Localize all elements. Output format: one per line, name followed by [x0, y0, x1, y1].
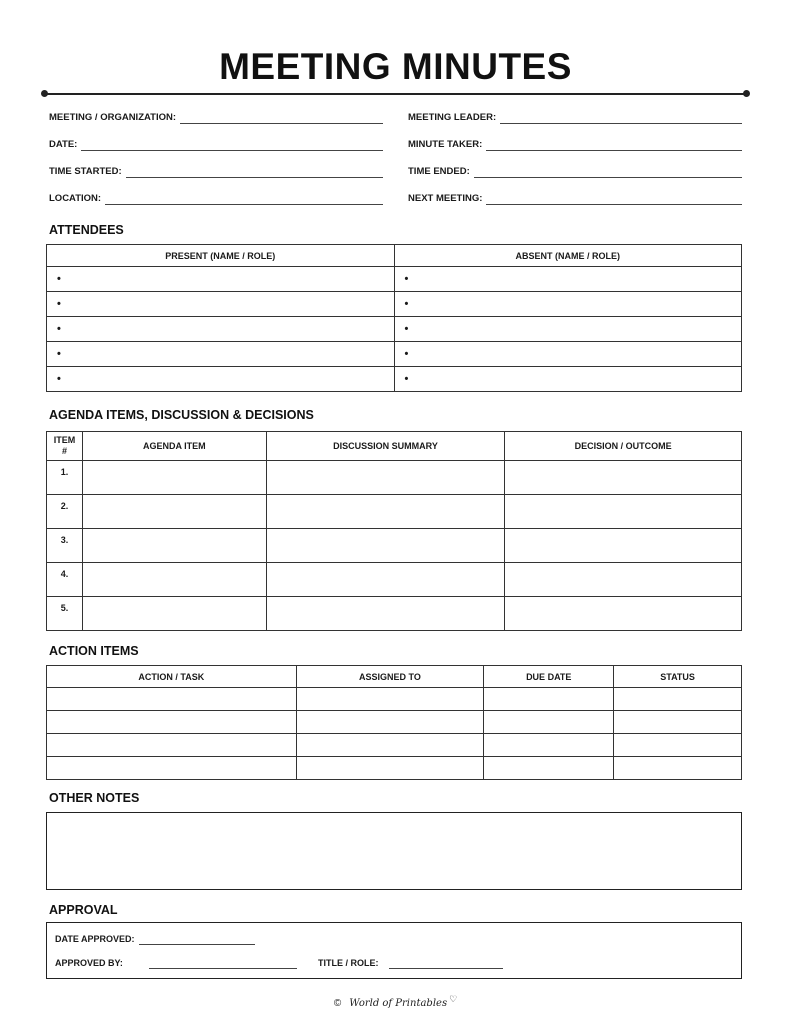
- agenda-title: AGENDA ITEMS, DISCUSSION & DECISIONS: [49, 408, 314, 422]
- field-label: DATE:: [49, 139, 78, 150]
- absent-header: ABSENT (NAME / ROLE): [394, 245, 742, 267]
- decision-cell[interactable]: [505, 529, 742, 563]
- heart-icon: ♡: [449, 994, 458, 1004]
- divider-dot-left: [41, 90, 48, 97]
- action-items-table: [46, 665, 742, 780]
- table-row: [47, 267, 742, 292]
- status-cell[interactable]: [614, 711, 742, 734]
- field-line[interactable]: [180, 113, 383, 124]
- absent-cell[interactable]: •: [394, 317, 742, 342]
- title-role-field[interactable]: [318, 955, 503, 969]
- field-line[interactable]: [486, 194, 742, 205]
- agenda-item-cell[interactable]: [82, 461, 266, 495]
- field-line[interactable]: [474, 167, 742, 178]
- status-cell[interactable]: [614, 757, 742, 780]
- footer: [0, 994, 791, 1009]
- next-meeting-field[interactable]: [408, 189, 742, 205]
- attendees-table: [46, 244, 742, 392]
- present-cell[interactable]: •: [47, 342, 395, 367]
- decision-cell[interactable]: [505, 597, 742, 631]
- absent-cell[interactable]: •: [394, 292, 742, 317]
- table-row: [47, 495, 742, 529]
- action-task-header: ACTION / TASK: [47, 666, 297, 688]
- table-row: [47, 688, 742, 711]
- date-approved-field[interactable]: [55, 931, 255, 945]
- action-items-title: ACTION ITEMS: [49, 644, 139, 658]
- minute-taker-field[interactable]: [408, 135, 742, 151]
- field-label: LOCATION:: [49, 193, 102, 204]
- assigned-to-header: ASSIGNED TO: [296, 666, 484, 688]
- status-cell[interactable]: [614, 734, 742, 757]
- item-number: 2.: [47, 495, 83, 529]
- decision-cell[interactable]: [505, 461, 742, 495]
- table-row: [47, 317, 742, 342]
- item-number: 5.: [47, 597, 83, 631]
- present-cell[interactable]: •: [47, 367, 395, 392]
- due-date-header: DUE DATE: [484, 666, 614, 688]
- decision-cell[interactable]: [505, 495, 742, 529]
- item-header-top: ITEM: [53, 435, 76, 445]
- divider-dot-right: [743, 90, 750, 97]
- due-date-cell[interactable]: [484, 688, 614, 711]
- agenda-item-cell[interactable]: [82, 597, 266, 631]
- date-field[interactable]: [49, 135, 383, 151]
- table-row: [47, 292, 742, 317]
- table-row: [47, 563, 742, 597]
- field-line[interactable]: [81, 140, 383, 151]
- field-line[interactable]: [126, 167, 383, 178]
- item-number: 3.: [47, 529, 83, 563]
- agenda-item-header: AGENDA ITEM: [82, 432, 266, 461]
- table-row: [47, 757, 742, 780]
- field-line[interactable]: [486, 140, 742, 151]
- discussion-cell[interactable]: [266, 563, 505, 597]
- status-cell[interactable]: [614, 688, 742, 711]
- time-ended-field[interactable]: [408, 162, 742, 178]
- field-label: MINUTE TAKER:: [408, 139, 483, 150]
- absent-cell[interactable]: •: [394, 342, 742, 367]
- location-field[interactable]: [49, 189, 383, 205]
- table-row: [47, 734, 742, 757]
- item-number-header: [47, 432, 83, 461]
- brand-logo: World of Printables: [349, 998, 448, 1009]
- table-row: [47, 529, 742, 563]
- approval-title: APPROVAL: [49, 903, 118, 917]
- table-row: [47, 461, 742, 495]
- item-number: 4.: [47, 563, 83, 597]
- status-header: STATUS: [614, 666, 742, 688]
- attendees-title: ATTENDEES: [49, 223, 124, 237]
- approved-by-line[interactable]: [149, 959, 297, 969]
- assigned-to-cell[interactable]: [296, 711, 484, 734]
- field-line[interactable]: [105, 194, 383, 205]
- date-approved-label: DATE APPROVED:: [55, 934, 135, 944]
- time-started-field[interactable]: [49, 162, 383, 178]
- meeting-organization-field[interactable]: [49, 108, 383, 124]
- decision-cell[interactable]: [505, 563, 742, 597]
- field-label: MEETING LEADER:: [408, 112, 497, 123]
- other-notes-title: OTHER NOTES: [49, 791, 140, 805]
- present-cell[interactable]: •: [47, 267, 395, 292]
- page-title: MEETING MINUTES: [219, 46, 572, 87]
- table-row: [47, 597, 742, 631]
- table-row: [47, 711, 742, 734]
- action-task-cell[interactable]: [47, 734, 297, 757]
- assigned-to-cell[interactable]: [296, 734, 484, 757]
- present-cell[interactable]: •: [47, 292, 395, 317]
- present-cell[interactable]: •: [47, 317, 395, 342]
- field-label: NEXT MEETING:: [408, 193, 483, 204]
- title-role-line[interactable]: [389, 959, 503, 969]
- absent-cell[interactable]: •: [394, 367, 742, 392]
- action-task-cell[interactable]: [47, 688, 297, 711]
- agenda-item-cell[interactable]: [82, 563, 266, 597]
- absent-cell[interactable]: •: [394, 267, 742, 292]
- action-task-cell[interactable]: [47, 757, 297, 780]
- field-line[interactable]: [500, 113, 742, 124]
- agenda-table: [46, 431, 742, 631]
- title-divider: [44, 93, 747, 95]
- meeting-leader-field[interactable]: [408, 108, 742, 124]
- discussion-cell[interactable]: [266, 597, 505, 631]
- field-label: MEETING / ORGANIZATION:: [49, 112, 177, 123]
- assigned-to-cell[interactable]: [296, 757, 484, 780]
- action-task-cell[interactable]: [47, 711, 297, 734]
- decision-outcome-header: DECISION / OUTCOME: [505, 432, 742, 461]
- discussion-cell[interactable]: [266, 495, 505, 529]
- discussion-summary-header: DISCUSSION SUMMARY: [266, 432, 505, 461]
- other-notes-box[interactable]: [46, 812, 742, 890]
- due-date-cell[interactable]: [484, 711, 614, 734]
- discussion-cell[interactable]: [266, 461, 505, 495]
- assigned-to-cell[interactable]: [296, 688, 484, 711]
- table-row: [47, 342, 742, 367]
- field-label: TIME ENDED:: [408, 166, 470, 177]
- agenda-item-cell[interactable]: [82, 529, 266, 563]
- approved-by-field[interactable]: [55, 955, 297, 969]
- due-date-cell[interactable]: [484, 734, 614, 757]
- table-row: [47, 367, 742, 392]
- present-header: PRESENT (NAME / ROLE): [47, 245, 395, 267]
- item-header-bottom: #: [61, 446, 67, 456]
- approved-by-label: APPROVED BY:: [55, 958, 123, 968]
- agenda-item-cell[interactable]: [82, 495, 266, 529]
- copyright-icon: ©: [333, 998, 342, 1009]
- title-role-label: TITLE / ROLE:: [318, 958, 379, 968]
- due-date-cell[interactable]: [484, 757, 614, 780]
- date-approved-line[interactable]: [139, 935, 255, 945]
- discussion-cell[interactable]: [266, 529, 505, 563]
- item-number: 1.: [47, 461, 83, 495]
- field-label: TIME STARTED:: [49, 166, 122, 177]
